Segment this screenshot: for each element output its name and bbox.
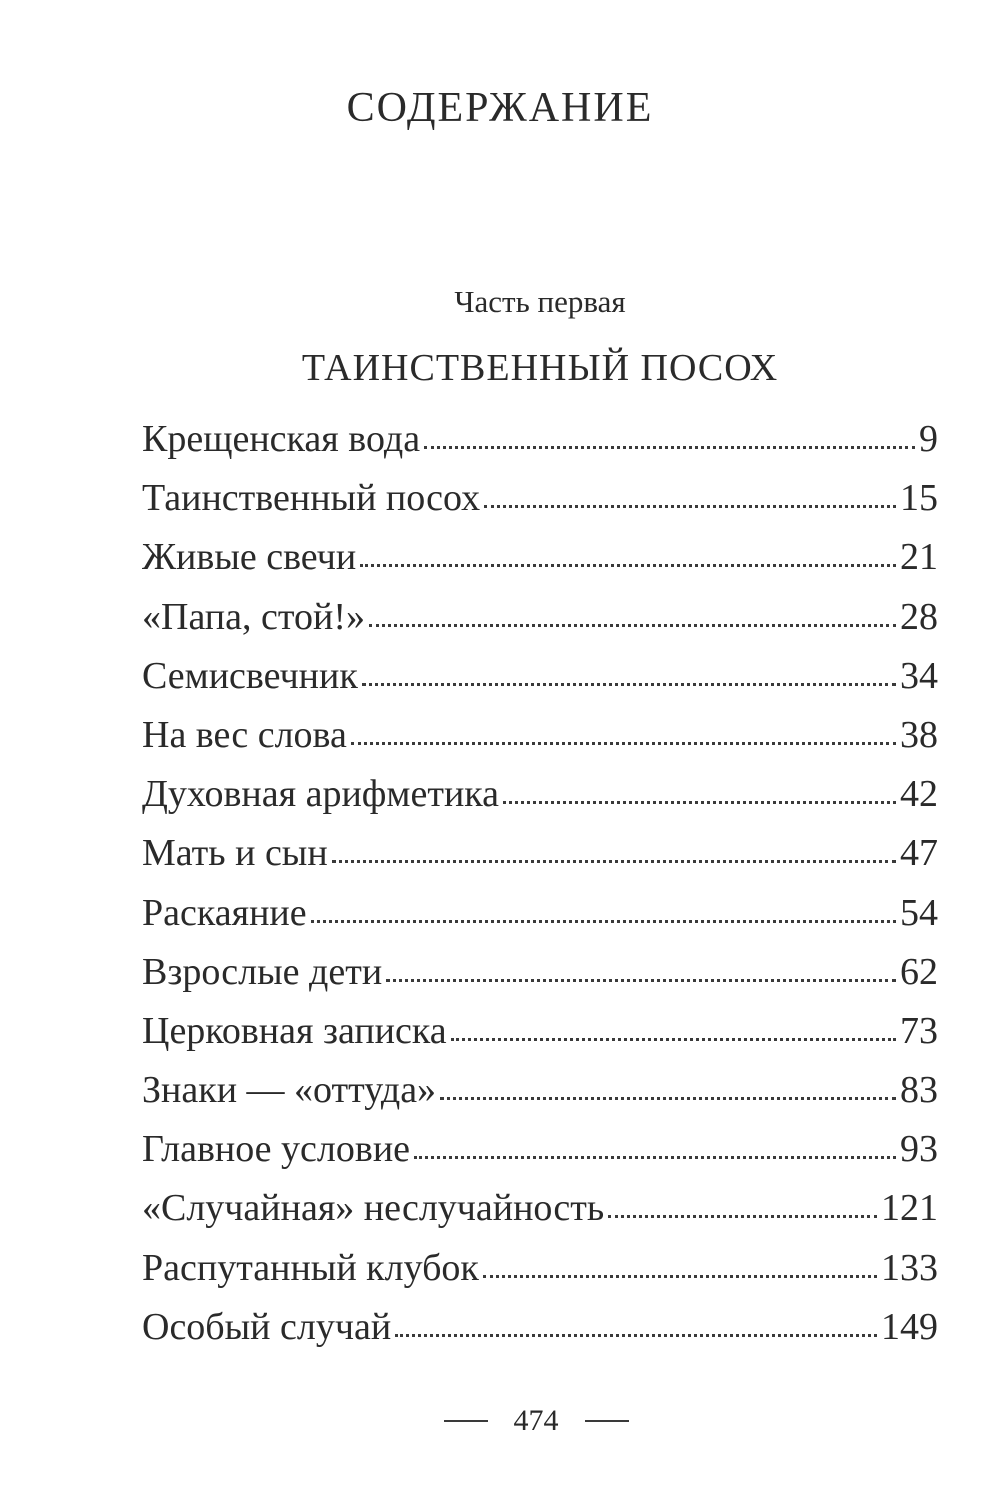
contents-title: СОДЕРЖАНИЕ [346, 85, 654, 131]
toc-entry-title: Духовная арифметика [142, 773, 500, 816]
toc-entry[interactable] [142, 889, 938, 948]
dot-leader [608, 1215, 877, 1218]
part-label: Часть первая [454, 284, 626, 319]
toc-entry[interactable] [142, 1244, 938, 1303]
page-footer [0, 1404, 1000, 1438]
footer-dash-right [585, 1420, 629, 1422]
toc-entry[interactable] [142, 593, 938, 652]
toc-entry-page: 15 [900, 477, 938, 520]
toc-entry-page: 62 [900, 950, 938, 993]
toc-entry[interactable] [142, 1303, 938, 1362]
toc-entry-title: Главное условие [142, 1128, 411, 1171]
dot-leader [311, 920, 896, 923]
toc-entry[interactable] [142, 533, 938, 592]
dot-leader [351, 742, 896, 745]
toc-entry-title: Крещенская вода [142, 418, 421, 460]
toc-entry[interactable] [142, 711, 938, 770]
toc-entry-page: 21 [900, 536, 938, 579]
toc-entry[interactable] [142, 1125, 938, 1184]
toc-entry[interactable] [142, 652, 938, 711]
toc-entry-page: 93 [900, 1128, 938, 1171]
toc-entry[interactable] [142, 948, 938, 1007]
toc-entry-page: 133 [881, 1246, 938, 1289]
dot-leader [483, 1275, 877, 1278]
toc-entry-page: 121 [881, 1187, 938, 1230]
toc-entry-title: На вес слова [142, 713, 347, 756]
toc-entry-title: Знаки — «оттуда» [142, 1069, 437, 1112]
dot-leader [451, 1038, 896, 1041]
dot-leader [414, 1156, 896, 1159]
page-number: 474 [513, 1404, 559, 1437]
toc-entry[interactable] [142, 829, 938, 888]
part-title: ТАИНСТВЕННЫЙ ПОСОХ [301, 347, 779, 389]
toc-entry[interactable] [142, 474, 938, 533]
dot-leader [362, 683, 896, 686]
toc-entry[interactable] [142, 1007, 938, 1066]
dot-leader [484, 505, 896, 508]
toc-entry-title: «Случайная» неслучайность [142, 1187, 605, 1230]
toc-entry-page: 9 [919, 418, 938, 460]
dot-leader [386, 979, 896, 982]
toc-entry-title: Семисвечник [142, 654, 358, 697]
toc-entry-title: Живые свечи [142, 536, 357, 579]
toc-entry-page: 42 [900, 773, 938, 816]
dot-leader [503, 801, 896, 804]
toc-entry-page: 34 [900, 654, 938, 697]
toc-entry-page: 73 [900, 1009, 938, 1052]
dot-leader [360, 564, 896, 567]
toc-entry-page: 149 [881, 1305, 938, 1348]
toc-entry-page: 38 [900, 713, 938, 756]
toc-entry-page: 54 [900, 891, 938, 934]
dot-leader [332, 860, 896, 863]
toc-entry-title: Мать и сын [142, 832, 328, 875]
toc-list [142, 415, 938, 1362]
dot-leader [424, 446, 915, 449]
toc-entry-title: Раскаяние [142, 891, 307, 934]
toc-entry[interactable] [142, 1184, 938, 1243]
toc-entry[interactable] [142, 1066, 938, 1125]
toc-entry-title: Распутанный клубок [142, 1246, 479, 1289]
toc-entry-page: 28 [900, 595, 938, 638]
toc-entry-title: Взрослые дети [142, 950, 383, 993]
footer-dash-left [444, 1420, 488, 1422]
dot-leader [369, 624, 896, 627]
toc-entry[interactable] [142, 415, 938, 474]
toc-entry-title: Особый случай [142, 1305, 392, 1348]
toc-entry-title: Таинственный посох [142, 477, 481, 520]
toc-entry-page: 83 [900, 1069, 938, 1112]
dot-leader [395, 1334, 877, 1337]
toc-entry-title: Церковная записка [142, 1009, 447, 1052]
toc-entry-page: 47 [900, 832, 938, 875]
toc-entry[interactable] [142, 770, 938, 829]
toc-entry-title: «Папа, стой!» [142, 595, 365, 638]
dot-leader [440, 1097, 896, 1100]
